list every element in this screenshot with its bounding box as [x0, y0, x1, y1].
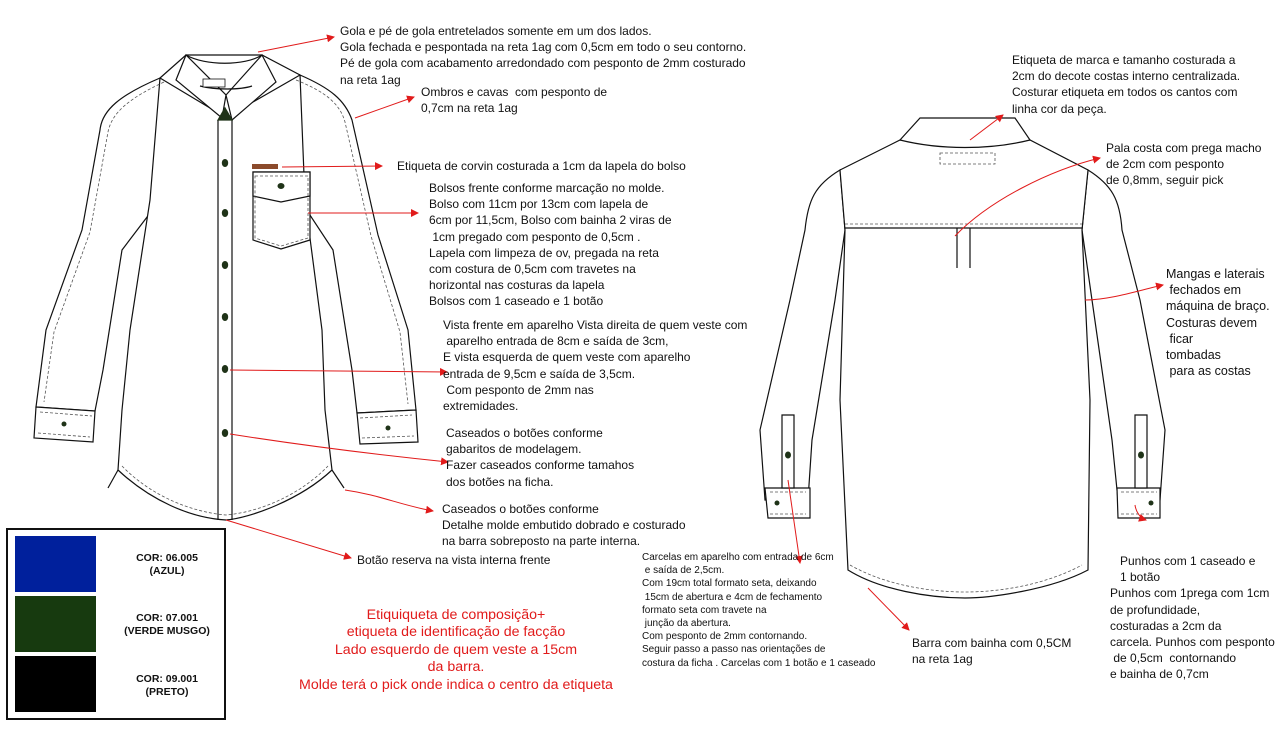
- back-body: [840, 140, 1090, 598]
- caseados-note-1: Caseados o botões conforme gabaritos de modelagem. Fazer caseados conforme tamahos dos botões na ficha.: [446, 426, 635, 489]
- barra-note: Barra com bainha com 0,5CM na reta 1ag: [912, 636, 1072, 667]
- swatch-verde-musgo-label: COR: 07.001 (VERDE MUSGO): [124, 612, 210, 637]
- swatch-preto: [15, 656, 96, 712]
- swatch-azul: [15, 536, 96, 592]
- mangas-note: Mangas e laterais fechados em máquina de braço. Costuras devem ficar tombadas para as costas: [1166, 267, 1270, 379]
- brand-tag-front: [203, 79, 225, 87]
- gola-note: Gola e pé de gola entretelados somente em um dos lados. Gola fechada e pespontada na reta 1ag com 0,5cm em todo o seu contorno. Pé de gola com acabamento arredondado com pesponto de 2mm costurado na reta 1ag: [340, 24, 747, 87]
- color-swatch-panel: [6, 528, 226, 720]
- back-collar: [900, 118, 1030, 148]
- back-right-cuff: [1117, 488, 1160, 518]
- vista-note: Vista frente em aparelho Vista direita de quem veste com aparelho entrada de 8cm e saída de 3cm, E vista esquerda de quem veste com aparelho entrada de 9,5cm e saída de 3,5cm. Com pesponto de 2mm nas extremidades.: [443, 318, 748, 414]
- etiqueta-marca-note: Etiqueta de marca e tamanho costurada a 2cm do decote costas interno centralizada. Costurar etiqueta em todos os cantos com linha cor da peça.: [1012, 53, 1241, 116]
- front-shirt: [34, 55, 418, 520]
- back-shirt: [760, 118, 1165, 598]
- back-left-cuff: [765, 488, 810, 518]
- botao-reserva-note: Botão reserva na vista interna frente: [357, 553, 551, 567]
- back-left-sleeve: [760, 170, 845, 500]
- caseados-note-2: Caseados o botões conforme Detalhe molde embutido dobrado e costurado na barra sobreposto na parte interna.: [442, 502, 686, 549]
- back-right-sleeve: [1082, 170, 1165, 500]
- bolsos-note: Bolsos frente conforme marcação no molde. Bolso com 11cm por 13cm com lapela de 6cm por 11,5cm, Bolso com bainha 2 viras de 1cm pregado com pesponto de 0,5cm . Lapela com limpeza de ov, pregada na reta com costura de 0,5cm com travetes na horizontal nas costuras da lapela Bolsos com 1 caseado e 1 botão: [429, 181, 672, 309]
- carcelas-note: Carcelas em aparelho com entrada de 6cm e saída de 2,5cm. Com 19cm total formato seta, deixando 15cm de abertura e 4cm de fechamento formato seta com travete na junção da abertura. Com pesponto de 2mm contornando. Seguir passo a passo nas orientações de costura da ficha . Carcelas com 1 botão e 1 caseado: [642, 552, 876, 669]
- pala-note: Pala costa com prega macho de 2cm com pesponto de 0,8mm, seguir pick: [1106, 141, 1262, 188]
- composicao-note: Etiquiqueta de composição+ etiqueta de identificação de facção Lado esquerdo de quem veste a 15cm da barra. Molde terá o pick onde indica o centro da etiqueta: [299, 607, 613, 693]
- punhos-note: Punhos com 1 caseado e 1 botão Punhos com 1prega com 1cm de profundidade, costuradas a 2cm da carcela. Punhos com pesponto de 0,5cm contornando e bainha de 0,7cm: [1110, 554, 1275, 682]
- swatch-azul-label: COR: 06.005 (AZUL): [136, 552, 198, 577]
- swatch-preto-label: COR: 09.001 (PRETO): [136, 673, 198, 698]
- corvin-label: [252, 164, 278, 169]
- etiqueta-corvin-note: Etiqueta de corvin costurada a 1cm da lapela do bolso: [397, 159, 686, 173]
- swatch-verde-musgo: [15, 596, 96, 652]
- ombros-note: Ombros e cavas com pesponto de 0,7cm na reta 1ag: [421, 85, 608, 116]
